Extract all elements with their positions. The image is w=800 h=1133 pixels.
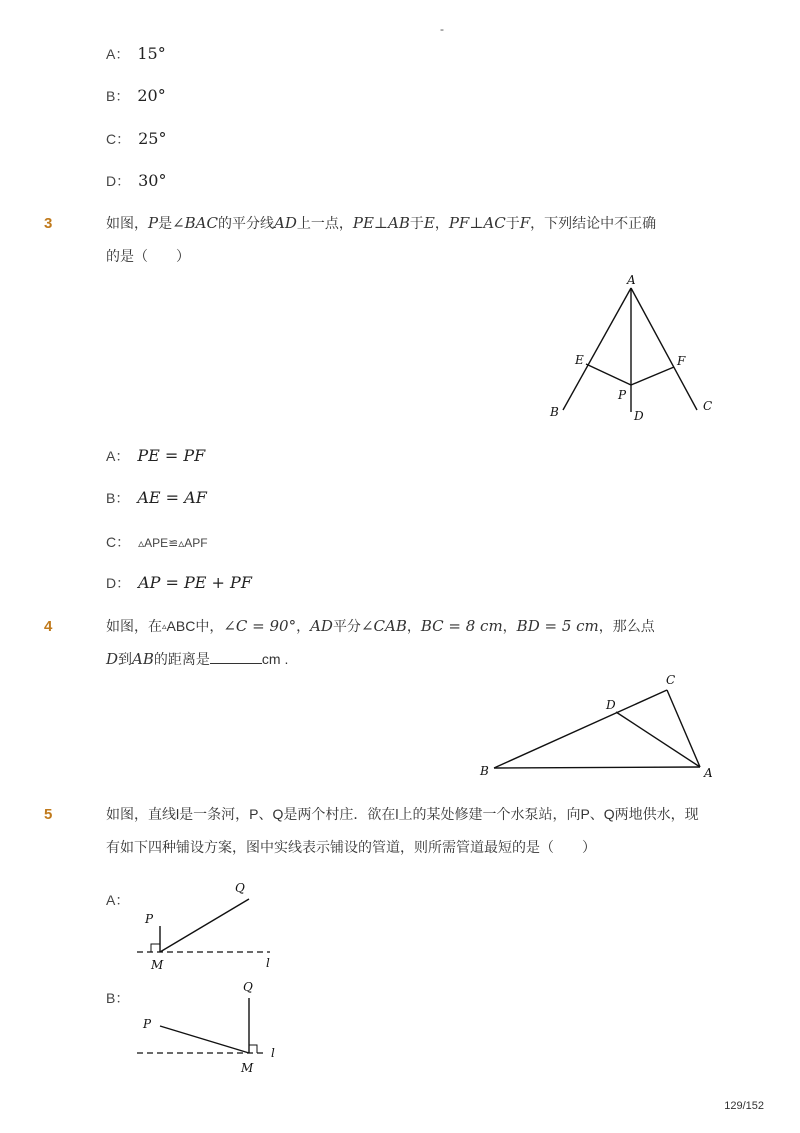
line-AC: [631, 288, 697, 410]
label-l: l: [266, 956, 270, 970]
option-value: 30°: [138, 171, 167, 190]
option-value: ▵APE≌▵APF: [138, 536, 208, 550]
q2-option-c[interactable]: [106, 129, 166, 149]
line-PF: [631, 367, 674, 385]
option-label: B：: [106, 990, 130, 1006]
option-value: PE = PF: [137, 446, 206, 465]
option-label: C：: [106, 534, 131, 550]
pipe-PM: [160, 1026, 249, 1053]
option-label: A：: [106, 892, 130, 908]
question-3-text: 如图，P是∠BAC的平分线AD上一点，PE⊥AB于E，PF⊥AC于F，下列结论中不正确 的是（ ）: [106, 214, 657, 264]
option-label: D：: [106, 575, 131, 591]
page-number: 129/152: [724, 1100, 764, 1112]
question-3-number: 3: [44, 215, 53, 232]
label-B: B: [480, 764, 489, 778]
label-M: M: [241, 1061, 254, 1075]
question-5-text: 如图，直线l是一条河，P、Q是两个村庄．欲在l上的某处修建一个水泵站，向P、Q两地供水，现 有如下四种铺设方案，图中实线表示铺设的管道，则所需管道最短的是（ ）: [106, 806, 699, 855]
top-mark: -: [440, 22, 444, 36]
label-M: M: [151, 958, 164, 972]
q3-figure: [540, 270, 730, 430]
option-value: 25°: [138, 129, 167, 148]
right-angle-mark: [249, 1045, 257, 1053]
q3-option-b[interactable]: [106, 488, 207, 508]
q2-option-b[interactable]: [106, 86, 166, 106]
q2-option-d[interactable]: [106, 171, 166, 191]
q5-option-b-figure: [125, 976, 305, 1081]
q3-option-c[interactable]: [106, 532, 208, 552]
label-B: B: [550, 405, 559, 419]
q3-option-a[interactable]: [106, 446, 205, 466]
label-A: A: [704, 766, 713, 780]
label-P: P: [145, 912, 154, 926]
option-label: C：: [106, 131, 131, 147]
label-F: F: [677, 354, 686, 368]
option-value: 20°: [137, 86, 166, 105]
q2-option-a[interactable]: [106, 44, 166, 64]
option-label: D：: [106, 173, 131, 189]
label-P: P: [143, 1017, 152, 1031]
label-E: E: [575, 353, 584, 367]
option-label: B：: [106, 88, 130, 104]
option-value: AE = AF: [137, 488, 207, 507]
option-label: A：: [106, 448, 130, 464]
label-Q: Q: [235, 881, 245, 895]
label-l: l: [271, 1046, 275, 1060]
q3-option-d[interactable]: [106, 573, 252, 593]
option-label: A：: [106, 46, 130, 62]
question-4-text: 如图，在▵ABC中，∠C = 90°，AD平分∠CAB，BC = 8 cm，BD = 5 cm，那么点 D到AB的距离是 cm .: [106, 617, 655, 668]
right-angle-mark: [151, 944, 160, 952]
label-D: D: [634, 409, 644, 423]
label-A: A: [627, 273, 636, 287]
line-BA: [494, 767, 700, 768]
q5-option-a-figure: [125, 878, 305, 973]
option-label: B：: [106, 490, 130, 506]
option-value: AP = PE + PF: [138, 573, 252, 592]
label-Q: Q: [243, 980, 253, 994]
label-C: C: [666, 673, 676, 687]
q4-figure: [470, 670, 730, 785]
label-P: P: [618, 388, 627, 402]
pipe-MQ: [160, 899, 249, 952]
line-PE: [586, 364, 631, 385]
label-D: D: [606, 698, 616, 712]
line-AD: [616, 712, 700, 767]
option-value: 15°: [137, 44, 166, 63]
question-4-number: 4: [44, 618, 53, 635]
label-C: C: [703, 399, 713, 413]
question-5-number: 5: [44, 806, 53, 823]
answer-blank[interactable]: [210, 649, 262, 664]
